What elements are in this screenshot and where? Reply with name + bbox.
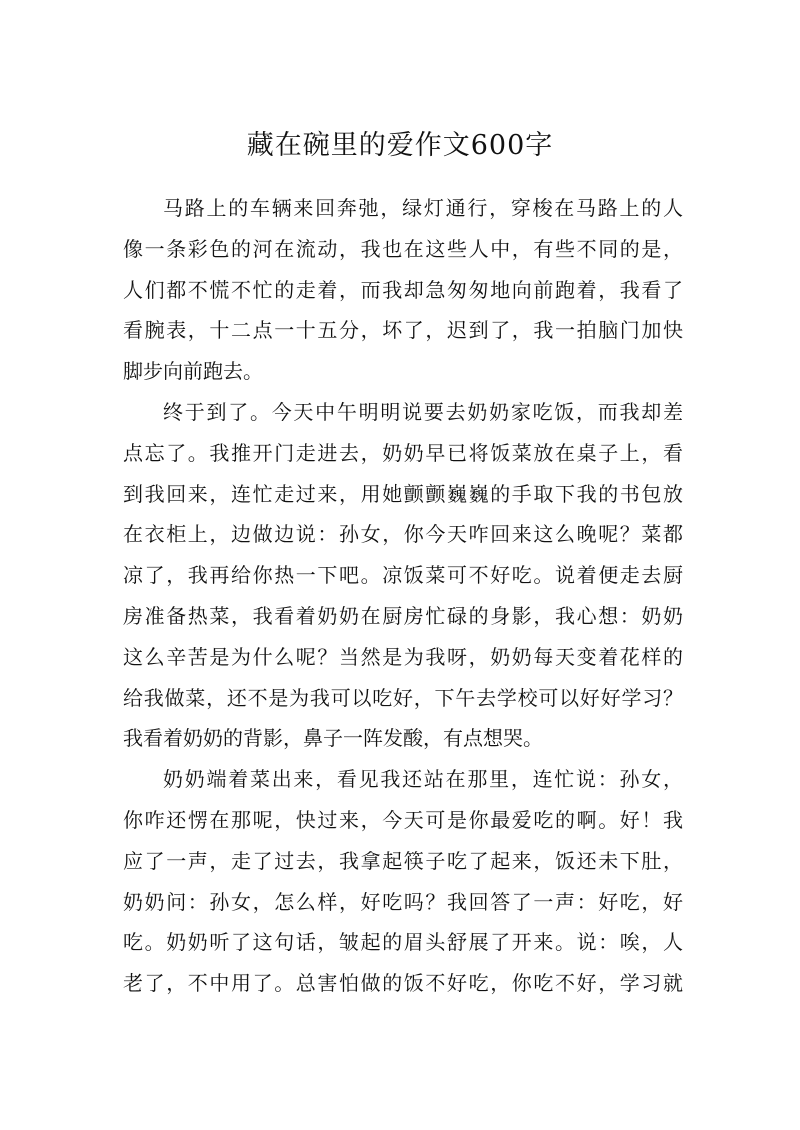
paragraph-1 [123,188,683,392]
paragraph-3 [123,759,683,1004]
text-line: 这么辛苦是为什么呢？当然是为我呀，奶奶每天变着花样的 [123,644,683,669]
text-line: 终于到了。今天中午明明说要去奶奶家吃饭，而我却差 [163,399,683,424]
text-line: 看腕表，十二点一十五分，坏了，迟到了，我一拍脑门加快 [123,318,683,343]
paragraph-2 [123,392,683,759]
text-line: 马路上的车辆来回奔弛，绿灯通行，穿梭在马路上的人 [163,196,683,220]
text-line: 奶奶问：孙女，怎么样，好吃吗？我回答了一声：好吃，好 [123,889,683,914]
text-line: 应了一声，走了过去，我拿起筷子吃了起来，饭还未下肚， [123,848,683,873]
text-line: 房准备热菜，我看着奶奶在厨房忙碌的身影，我心想：奶奶 [123,603,683,628]
document-body [123,188,683,1004]
text-line: 人们都不慌不忙的走着，而我却急匆匆地向前跑着，我看了 [123,277,683,302]
text-line: 给我做菜，还不是为我可以吃好，下午去学校可以好好学习？ [123,685,683,710]
text-line: 我看着奶奶的背影，鼻子一阵发酸，有点想哭。 [123,726,543,751]
text-line: 点忘了。我推开门走进去，奶奶早已将饭菜放在桌子上，看 [123,440,683,465]
text-line: 奶奶端着菜出来，看见我还站在那里，连忙说：孙女， [163,767,683,792]
text-line: 脚步向前跑去。 [123,359,263,384]
text-line: 吃。奶奶听了这句话，皱起的眉头舒展了开来。说：唉，人 [123,930,683,955]
text-line: 凉了，我再给你热一下吧。凉饭菜可不好吃。说着便走去厨 [123,563,683,588]
text-line: 像一条彩色的河在流动，我也在这些人中，有些不同的是， [123,236,683,261]
text-line: 在衣柜上，边做边说：孙女，你今天咋回来这么晚呢？菜都 [123,522,683,547]
text-line: 到我回来，连忙走过来，用她颤颤巍巍的手取下我的书包放 [123,481,683,506]
text-line: 老了，不中用了。总害怕做的饭不好吃，你吃不好，学习就 [123,971,683,996]
text-line: 你咋还愣在那呢，快过来，今天可是你最爱吃的啊。好！我 [123,807,683,832]
document-title: 藏在碗里的爱作文600字 [246,130,554,161]
